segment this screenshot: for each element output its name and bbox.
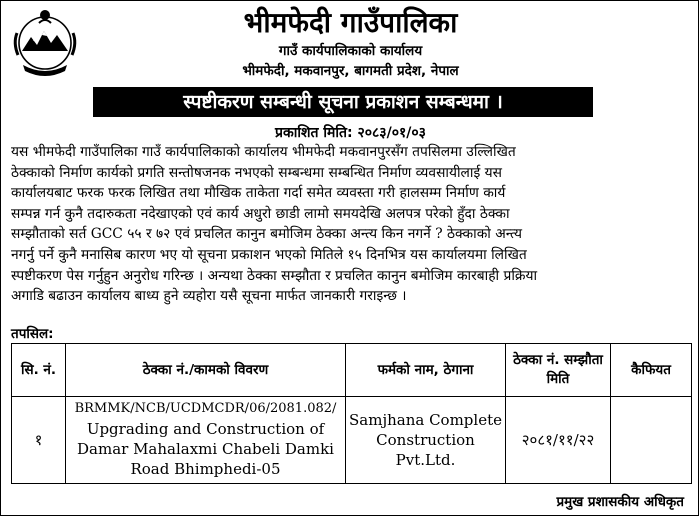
row-date: २०८१/११/२२ [506,397,611,484]
header-firm: फर्मको नाम, ठेगाना [346,344,506,397]
notice-line: नगर्नु पर्ने कुनै मनासिब कारण भए यो सूचना प्रकाशन भएको मितिले १५ दिनभित्र यस कार्यालयमा लिखित [11,246,527,263]
tapasil-label: तपसिल: [11,326,54,342]
office-address: भीमफेदी, मकवानपुर, बागमती प्रदेश, नेपाल [242,63,459,79]
row-sn: १ [12,397,66,484]
row-work-cell [66,397,346,484]
notice-line: स्पष्टीकरण पेस गर्नुहुन अनुरोध गरिन्छ । अन्यथा ठेक्का सम्झौता र प्रचलित कानुन बमोजिम कारबाही प्रक्रिया [11,267,538,284]
notice-line: सम्झौताको सर्त GCC ५५ र ७२ एवं प्रचलित कानुन बमोजिम ठेक्का अन्त्य किन नगर्ने ? ठेक्काको अन्त्य [11,226,523,243]
notice-line: यस भीमफेदी गाउँपालिका गाउँ कार्यपालिकाको कार्यालय भीमफेदी मकवानपुरसँग तपसिलमा उल्लिखित [11,144,516,160]
contract-code: BRMMK/NCB/UCDMCDR/06/2081.082/ [74,401,337,416]
notice-line: कार्यालयबाट फरक फरक लिखित तथा मौखिक ताकेता गर्दा समेत व्यवस्ता गरी हालसम्म निर्माण कार्य [11,185,506,202]
notice-line: ठेक्काको निर्माण कार्यको प्रगति सन्तोषजनक नभएको सम्बन्धमा सम्बन्धित निर्माण व्यवसायीलाई यस [11,164,502,181]
notice-line: अगाडि बढाउन कार्यालय बाध्य हुने व्यहोरा यसै सूचना मार्फत जानकारी गराइन्छ । [11,288,407,305]
notice-banner: स्पष्टीकरण सम्बन्धी सूचना प्रकाशन सम्बन्धमा । [93,87,593,117]
row-remarks [611,397,692,484]
contracts-table [11,343,692,484]
header-work: ठेक्का नं./कामको विवरण [66,344,346,397]
table-header-row [12,344,692,397]
work-description: Upgrading and Construction of Damar Mahalaxmi Chabeli Damki Road Bhimphedi-05 [77,420,334,478]
header-sn: सि. नं. [12,344,66,397]
signatory-title: प्रमुख प्रशासकीय अधिकृत [556,494,684,510]
header-remarks: कैफियत [611,344,692,397]
office-name: गाउँ कार्यपालिकाको कार्यालय [278,43,423,59]
published-date: प्रकाशित मिति: २०८३/०१/०३ [275,125,426,141]
row-firm: Samjhana Complete Construction Pvt.Ltd. [346,397,506,484]
notice-body [11,142,689,307]
municipality-title: भीमफेदी गाउँपालिका [243,6,458,39]
header-date: ठेक्का नं. सम्झौता मिति [506,344,611,397]
notice-line: सम्पन्न गर्न कुनै तदारुकता नदेखाएको एवं कार्य अधुरो छाडी लामो समयदेखि अलपत्र परेको हुँदा ठेक्का [11,205,510,222]
table-row [12,397,692,484]
